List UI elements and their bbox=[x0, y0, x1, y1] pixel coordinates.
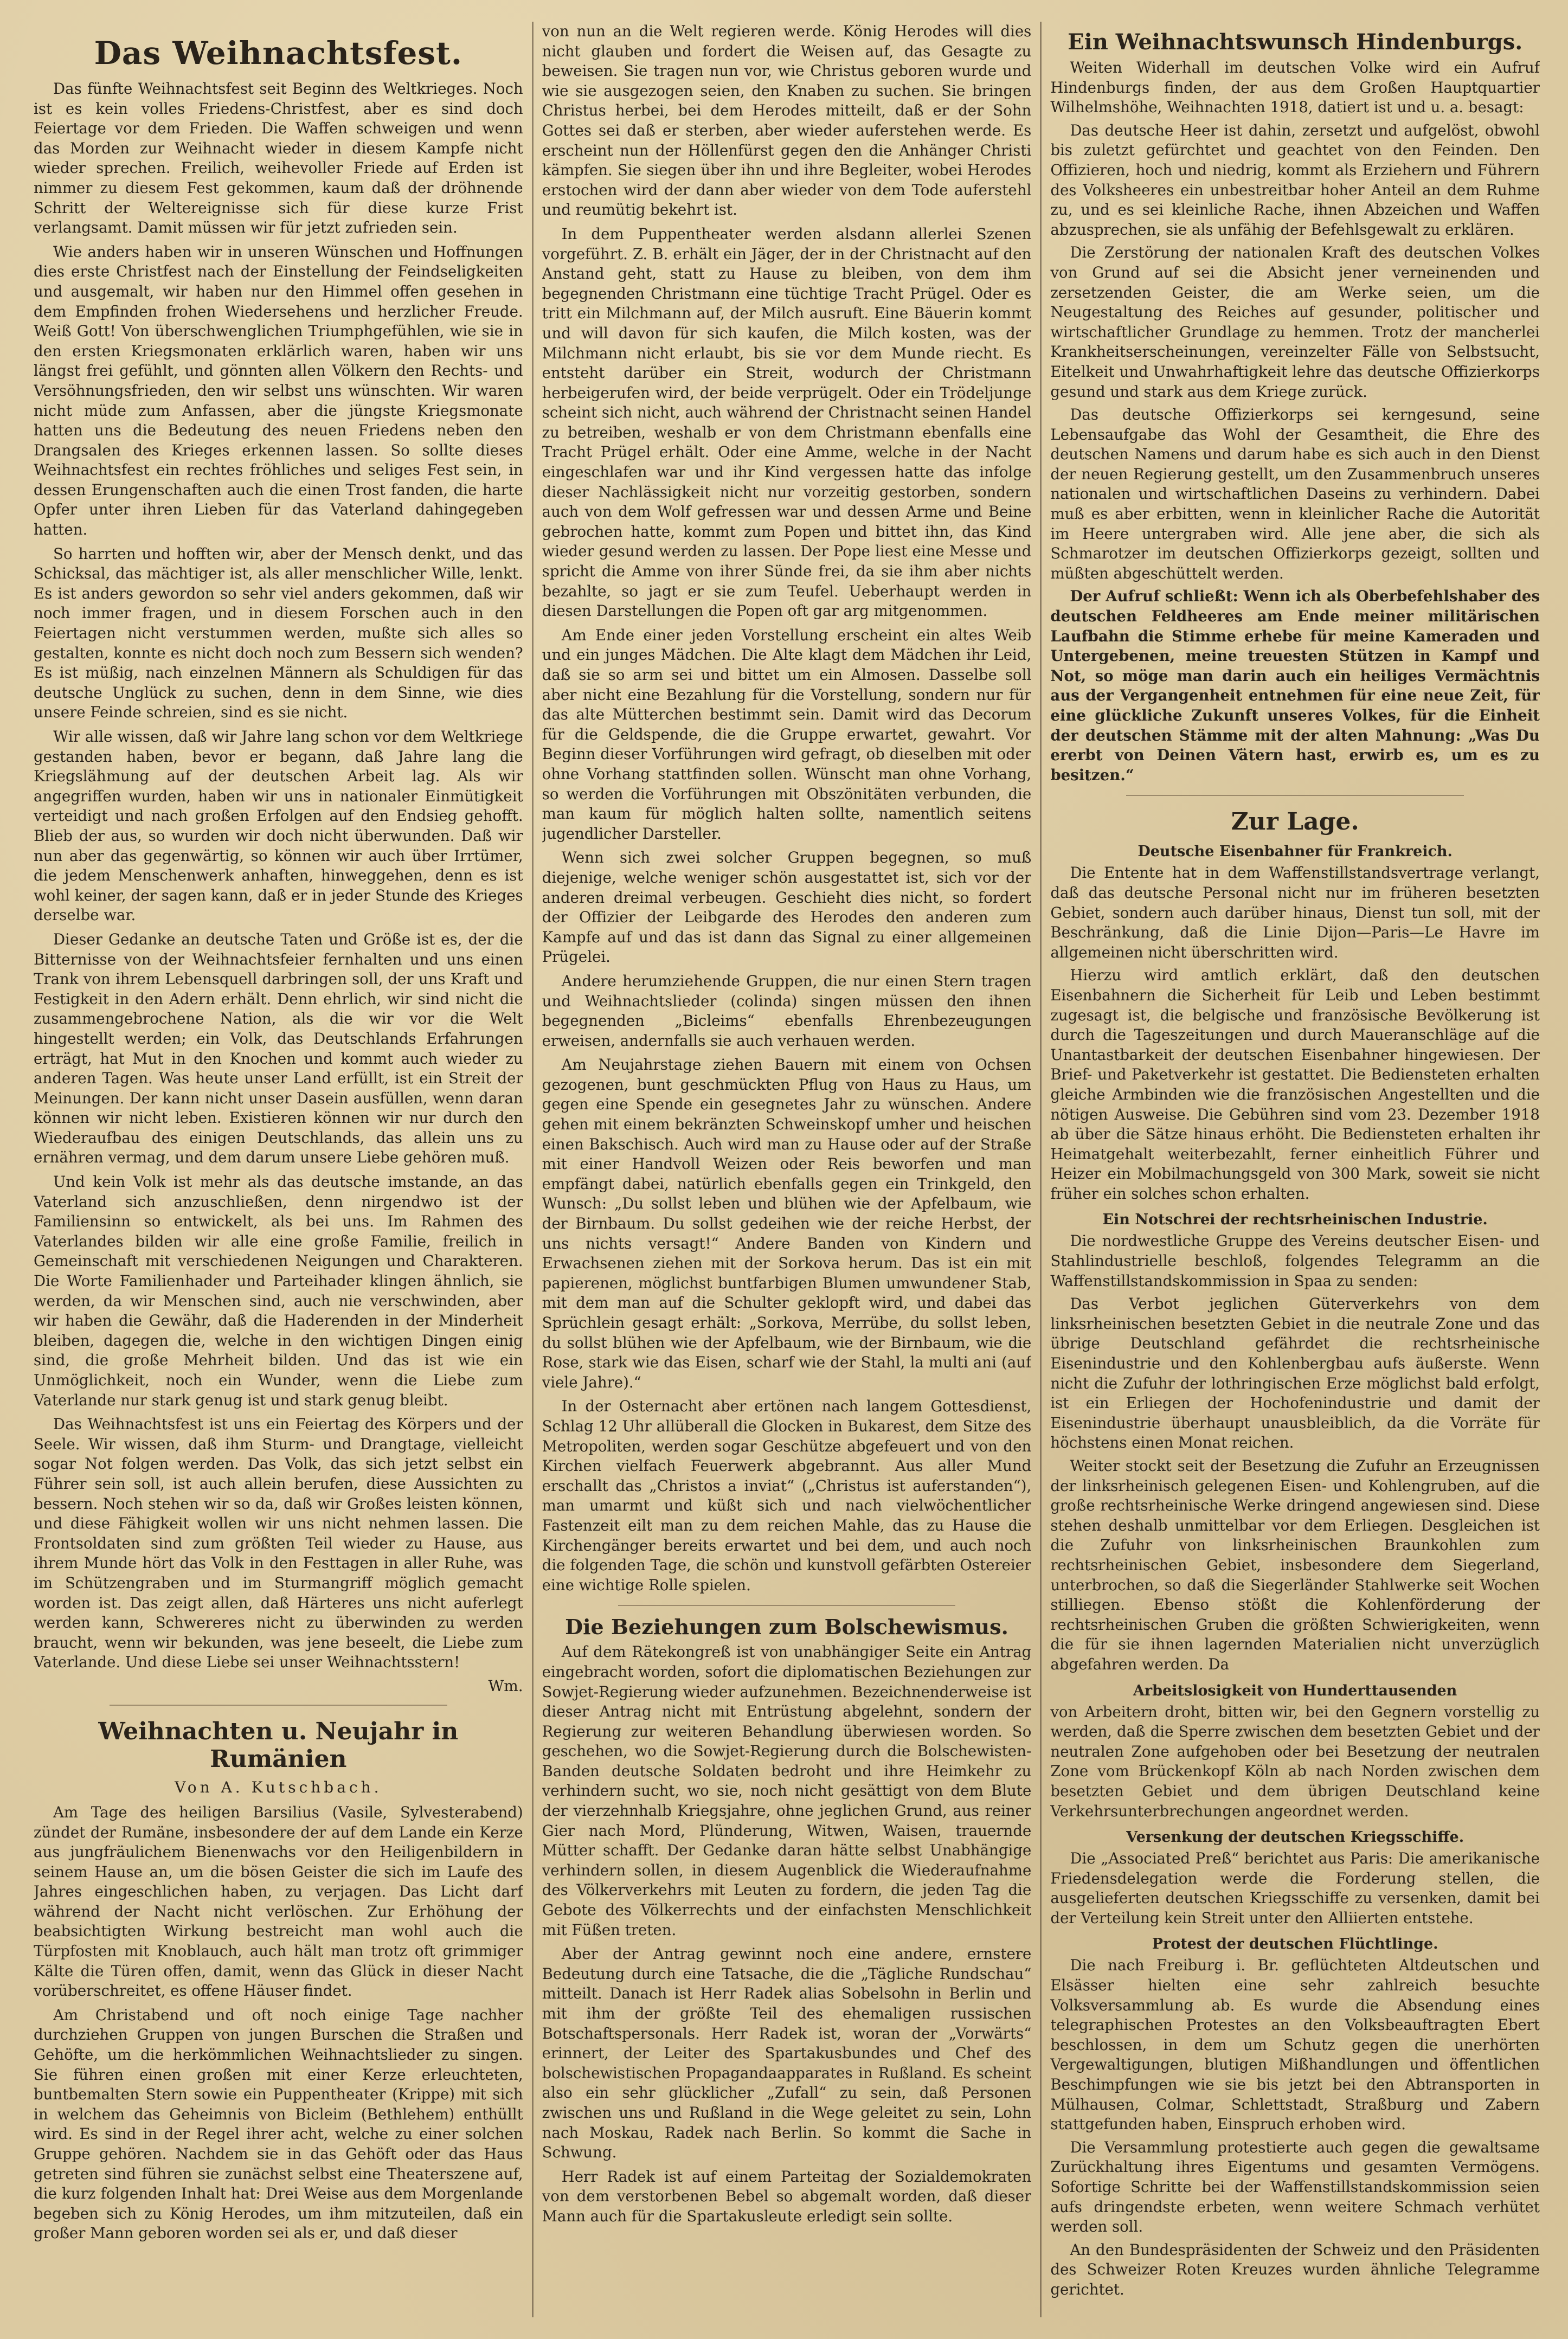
paragraph: Das Verbot jeglichen Güterverkehrs von dem linksrheinischen besetzten Gebiet in die neutrale Zone und das übrige Deutschland gefährdet die rechtsrheinische Eisenindustrie und den Kohlenbergbau aufs äußerste. Wenn nicht die Zufuhr der lothringischen Erze möglichst bald erfolgt, ist ein Erliegen der Hochofenindustrie und damit der Eisenindustrie überhaupt unausbleiblich, da die Vorräte für höchstens einen Monat reichen. bbox=[1050, 1295, 1540, 1452]
subheading: Versenkung der deutschen Kriegsschiffe. bbox=[1126, 1829, 1464, 1846]
paragraph: Am Tage des heiligen Barsilius (Vasile, Sylvesterabend) zündet der Rumäne, insbesondere der auf dem Lande ein Kerze aus jungfräulichem Bienenwachs vor den Heiligenbildern in seinem Hause an, um die bösen Geister die sich im Laufe des Jahres eingeschlichen haben, zu verjagen. Das Licht darf während der Nacht nicht verlöschen. Zur Erhöhung der beabsichtigten Wirkung bestreicht man wohl auch die Türpfosten mit Knoblauch, auch hält man trotz oft grimmiger Kälte die Türen offen, damit, wenn das Glück in dieser Nacht vorüberschreitet, es offene Häuser findet. bbox=[34, 1803, 523, 2000]
headline-rumaenien: Weihnachten u. Neujahr in Rumänien bbox=[98, 1717, 459, 1773]
headline-bolschewismus: Die Beziehungen zum Bolschewismus. bbox=[565, 1615, 1008, 1640]
column-1 bbox=[34, 22, 523, 2317]
article-bolschewismus bbox=[542, 1615, 1032, 2226]
headline-weihnachtsfest: Das Weihnachtsfest. bbox=[94, 35, 463, 72]
paragraph: Das deutsche Heer ist dahin, zersetzt und aufgelöst, obwohl bis zuletzt gefürchtet und geachtet von den Feinden. Den Offizieren, hoch und niedrig, kommt als Erziehern und Führern des Volksheeres ein unbestreitbar hoher Anteil an dem Ruhme zu, und es sei kleinliche Rache, ihnen Abzeichen und Waffen abzusprechen, sie als unfähig der Befehlsgewalt zu erklären. bbox=[1050, 121, 1540, 239]
paragraph: Und kein Volk ist mehr als das deutsche imstande, an das Vaterland sich anzuschließen, denn nirgendwo ist der Familiensinn so entwickelt, als bei uns. Im Rahmen des Vaterlandes bilden wir alle eine große Familie, freilich in Gemeinschaft mit verschiedenen Neigungen und Charakteren. Die Worte Familienhader und Parteihader klingen ähnlich, sie werden, da wir Menschen sind, auch nie verschwinden, aber wir haben die Gewähr, daß die Haderenden in der Minderheit bleiben, dagegen die, welche in den wichtigen Dingen einig sind, die große Mehrheit bilden. Und das ist wie ein Unmöglichkeit, noch ein Wunder, wenn die Liebe zum Vaterlande nur stark genug ist und stark genug bleibt. bbox=[34, 1173, 523, 1409]
subheading: Ein Notschrei der rechtsrheinischen Industrie. bbox=[1102, 1211, 1488, 1229]
columns bbox=[34, 22, 1540, 2317]
paragraph: So harrten und hofften wir, aber der Mensch denkt, und das Schicksal, das mächtiger ist, als aller menschlicher Wille, lenkt. Es ist anders gewordon so sehr viel anders gekommen, daß wir noch immer fragen, und in diesem Forschen auch in den Feiertagen nicht verstummen werden, mußte sich alles so gestalten, konnte es nicht doch noch zum Bessern sich wenden? Es ist müßig, nach einzelnen Männern als Schuldigen für das deutsche Unglück zu suchen, denn in dem Sinne, wie dies unsere Feinde schreien, sind es sie nicht. bbox=[34, 544, 523, 722]
paragraph: Weiter stockt seit der Besetzung die Zufuhr an Erzeugnissen der linksrheinisch gelegenen Eisen- und Kohlengruben, auf die große rechtsrheinische Werke dringend angewiesen sind. Diese stehen deshalb unmittelbar vor dem Erliegen. Desgleichen ist die Zufuhr von linksrheinischen Braunkohlen zum rechtsrheinischen Gebiet, insbesondere dem Siegerland, unterbrochen, so daß die Siegerländer Stahlwerke seit Wochen stilliegen. Ebenso stößt die Kohlenförderung der rechtsrheinischen Gruben die größten Schwierigkeiten, wenn die für sie ihnen lagernden Materialien nicht unverzüglich abgefahren werden. Da bbox=[1050, 1457, 1540, 1673]
article-rumaenien-continued bbox=[542, 22, 1032, 1595]
paragraph: Die Zerstörung der nationalen Kraft des deutschen Volkes von Grund auf sei die Absicht jener verneinenden und zersetzenden Geister, die am Werke seien, um die Neugestaltung des Reiches auf gesunder, politischer und wirtschaftlicher Grundlage zu hemmen. Trotz der mancherlei Krankheitserscheinungen, vereinzelter Fälle von Selbstsucht, Eitelkeit und Unwahrhaftigkeit lehre das deutsche Offizierkorps gesund und stark aus dem Kriege zurück. bbox=[1050, 243, 1540, 401]
paragraph: Die nordwestliche Gruppe des Vereins deutscher Eisen- und Stahlindustrielle beschloß, folgendes Telegramm an die Waffenstillstandskommission in Spaa zu senden: bbox=[1050, 1232, 1540, 1290]
signature: Wm. bbox=[488, 1676, 523, 1695]
paragraph: In dem Puppentheater werden alsdann allerlei Szenen vorgeführt. Z. B. erhält ein Jäger, der in der Christnacht auf den Anstand geht, statt zu Hause zu bleiben, von dem ihm begegnenden Christmann eine tüchtige Tracht Prügel. Oder es tritt ein Milchmann auf, der Milch ausruft. Eine Bäuerin kommt und will davon für sich kaufen, die Milch kosten, was der Milchmann nicht erlaubt, bis sie vor dem Munde riecht. Es entsteht darüber ein Streit, wodurch der Christmann herbeigerufen wird, der beide verprügelt. Oder ein Trödeljunge scheint sich nicht, auch während der Christnacht seinen Handel zu betreiben, weshalb er von dem Christmann ebenfalls eine Tracht Prügel erhält. Oder eine Amme, welche in der Nacht eingeschlafen war und ihr Kind vergessen hatte das infolge dieser Nachlässigkeit nicht nur vorzeitig gestorben, sondern auch von dem Wolf gefressen war und dessen Arme und Beine gebrochen hatte, kommt zum Popen und bittet ihn, das Kind wieder gesund werden zu lassen. Der Pope liest eine Messe und spricht die Amme von ihrer Sünde frei, da sie ihm aber nichts bezahlte, so jagt er sie zum Teufel. Ueberhaupt werden in diesen Darstellungen die Popen oft gar arg mitgenommen. bbox=[542, 224, 1032, 620]
headline-zur-lage: Zur Lage. bbox=[1231, 808, 1359, 836]
paragraph: Die Versammlung protestierte auch gegen die gewaltsame Zurückhaltung ihres Eigentums und gesamten Vermögens. Sofortige Schritte bei der Waffenstillstandskommission seien aufs dringendste erbeten, wenn weitere Schmach verhütet werden soll. bbox=[1050, 2138, 1540, 2236]
paragraph: Aber der Antrag gewinnt noch eine andere, ernstere Bedeutung durch eine Tatsache, die die „Tägliche Rundschau“ mitteilt. Danach ist Herr Radek alias Sobelsohn in Berlin und mit ihm der größte Teil des ehemaligen russischen Botschaftspersonals. Herr Radek ist, woran der „Vorwärts“ erinnert, der Leiter des Spartakusbundes und Chef des bolschewistischen Propagandaapparates in Rußland. Es scheint also ein sehr glücklicher „Zufall“ zu sein, daß Personen zwischen uns und Rußland in die Wege geleitet zu sein, Lohn nach Moskau, Radek nach Berlin. So kommt die Sache in Schwung. bbox=[542, 1945, 1032, 2162]
subheading: Deutsche Eisenbahner für Frankreich. bbox=[1138, 843, 1453, 860]
paragraph: Wie anders haben wir in unseren Wünschen und Hoffnungen dies erste Christfest nach der Einstellung der Feindseligkeiten und ausgemalt, wir haben nur den Himmel offen gesehen in dem Empfinden frohen Wiedersehens und herzlicher Freude. Weiß Gott! Von überschwenglichen Triumphgefühlen, wie sie in den ersten Kriegsmonaten erklärlich waren, haben wir uns längst frei gefühlt, und gönnten allen Völkern den Rechts- und Versöhnungsfrieden, den wir selbst uns wünschten. Wir waren nicht müde zum Anfassen, aber die jüngste Kriegsmonate hatten uns die Bedeutung des neuen Friedens neben den Drangsalen des Krieges erkennen lassen. So sollte dieses Weihnachtsfest ein rechtes fröhliches und seliges Fest sein, in dessen Erungenschaften auch die einen Trost fanden, die harte Opfer unter ihren Lieben für das Vaterland dahingegeben hatten. bbox=[34, 242, 523, 539]
headline-hindenburg: Ein Weihnachtswunsch Hindenburgs. bbox=[1068, 29, 1523, 55]
paragraph: Am Ende einer jeden Vorstellung erscheint ein altes Weib und ein junges Mädchen. Die Alte klagt dem Mädchen ihr Leid, daß sie so arm sei und bittet um ein Almosen. Dasselbe soll aber nicht eine Bezahlung für die Vorstellung, sondern nur für das alte Mütterchen bestimmt sein. Damit wird das Decorum für die Geldspende, die die Gruppe erwartet, gewahrt. Vor Beginn dieser Vorführungen wird gefragt, ob dieselben mit oder ohne Vorhang stattfinden sollen. Wünscht man ohne Vorhang, so werden die Vorführungen mit Obszönitäten verbunden, die man kaum für möglich halten sollte, namentlich seitens jugendlicher Darsteller. bbox=[542, 626, 1032, 843]
paragraph: Am Neujahrstage ziehen Bauern mit einem von Ochsen gezogenen, bunt geschmückten Pflug von Haus zu Haus, um gegen eine Spende ein gesegnetes Jahr zu wünschen. Andere gehen mit einem bekränzten Schweinskopf umher und heischen einen Bakschisch. Auch wird man zu Hause oder auf der Straße mit einer Handvoll Weizen oder Reis beworfen und man empfängt dabei, natürlich ebenfalls gegen ein Trinkgeld, den Wunsch: „Du sollst leben und blühen wie der Apfelbaum, wie der Birnbaum. Du sollst gedeihen wie der reiche Herbst, der uns nichts versagt!“ Andere Banden von Kindern und Erwachsenen ziehen mit der Sorkova herum. Das ist ein mit papierenen, möglichst buntfarbigen Blumen umwundener Stab, mit dem man auf die Schulter geklopft wird, und dabei das Sprüchlein gesagt erhält: „Sorkova, Merrübe, du sollst leben, du sollst blühen wie der Apfelbaum, wie der Birnbaum, wie die Rose, stark wie das Eisen, scharf wie der Stahl, la multi ani (auf viele Jahre).“ bbox=[542, 1056, 1032, 1391]
column-rule bbox=[1040, 22, 1042, 2317]
paragraph: An den Bundespräsidenten der Schweiz und den Präsidenten des Schweizer Roten Kreuzes wurden ähnliche Telegramme gerichtet. bbox=[1050, 2240, 1540, 2298]
paragraph: Herr Radek ist auf einem Parteitag der Sozialdemokraten von dem verstorbenen Bebel so abgemalt worden, daß dieser Mann auch für die Spartakusleute erledigt sein sollte. bbox=[542, 2167, 1032, 2225]
paragraph: Das Weihnachtsfest ist uns ein Feiertag des Körpers und der Seele. Wir wissen, daß ihm Sturm- und Drangtage, vielleicht sogar Not folgen werden. Das Volk, das sich jetzt selbst ein Führer sein soll, ist auch allein berufen, diese Aussichten zu bessern. Noch stehen wir so da, daß wir Großes leisten können, und diese Fähigkeit wollen wir uns nicht nehmen lassen. Die Frontsoldaten sind zum größten Teil wieder zu Hause, aus ihrem Munde hört das Volk in den Festtagen in aller Ruhe, was im Schützengraben und im Sturmangriff möglich gemacht worden ist. Das zeigt allen, daß Härteres uns nicht auferlegt werden kann, Schwereres nicht zu überwinden zu werden braucht, wenn wir bekunden, was jene beseelt, die Liebe zum Vaterlande. Und diese Liebe sei unser Weihnachtsstern! bbox=[34, 1415, 523, 1672]
column-2 bbox=[542, 22, 1032, 2317]
paragraph: Die Entente hat in dem Waffenstillstandsvertrage verlangt, daß das deutsche Personal nicht nur im früheren besetzten Gebiet, sondern auch darüber hinaus, Dienst tun soll, mit der Beschränkung, daß die Linie Dijon—Paris—Le Havre im allgemeinen nicht überschritten wird. bbox=[1050, 864, 1540, 961]
divider bbox=[1126, 795, 1464, 796]
paragraph: Wir alle wissen, daß wir Jahre lang schon vor dem Weltkriege gestanden haben, bevor er begann, daß Jahre lang die Kriegslähmung auf der deutschen Arbeit lag. Als wir angegriffen wurden, haben wir uns in nationaler Einmütigkeit verteidigt und nach großen Erfolgen auf den Endsieg gehofft. Blieb der aus, so wurden wir doch nicht überwunden. Daß wir nun aber das gegenwärtig, so können wir auch über Irrtümer, die jedem Menschenwerk anhaften, hinweggehen, denn es ist wohl keiner, der sagen kann, daß er in jeder Stunde des Krieges derselbe war. bbox=[34, 728, 523, 924]
divider bbox=[110, 1705, 447, 1706]
paragraph: Auf dem Rätekongreß ist von unabhängiger Seite ein Antrag eingebracht worden, sofort die diplomatischen Beziehungen zur Sowjet-Regierung wieder aufzunehmen. Bezeichnenderweise ist dieser Antrag nicht mit Entrüstung abgelehnt, sondern der Regierung zur weiteren Behandlung überwiesen worden. So geschehen, wo die Sowjet-Regierung durch die Bolschewisten-Banden deutsche Soldaten bedroht und ihre Heimkehr zu verhindern sucht, wo sie, noch nicht gesättigt von dem Blute der vierzehnhalb Kriegsjahre, ohne jeglichen Grund, aus reiner Gier nach Mord, Plünderung, Witwen, Waisen, trauernde Mütter schafft. Der Gedanke daran hätte selbst Unabhängige verhindern sollen, in diesem Augenblick die Wiederaufnahme des Völkerverkehrs mit Leuten zu fordern, die jeden Tag die Gebote des Völkerrechts und der einfachsten Menschlichkeit mit Füßen treten. bbox=[542, 1643, 1032, 1939]
paragraph: Der Aufruf schließt: Wenn ich als Oberbefehlshaber des deutschen Feldheeres am Ende meiner militärischen Laufbahn die Stimme erhebe für meine Kameraden und Untergebenen, meine treuesten Stützen in Kampf und Not, so möge man darin auch ein heiliges Vermächtnis aus der Vergangenheit entnehmen für eine neue Zeit, für eine glückliche Zukunft unseres Volkes, für die Einheit der deutschen Stämme mit der alten Mahnung: „Was Du ererbt von Deinen Vätern hast, erwirb es, um es zu besitzen.“ bbox=[1050, 587, 1540, 784]
paragraph: von nun an die Welt regieren werde. König Herodes will dies nicht glauben und fordert die Weisen auf, das Gesagte zu beweisen. Sie tragen nun vor, wie Christus geboren wurde und wie sie ausgezogen seien, den Knaben zu suchen. Sie bringen Christus herbei, bei dem Herodes mitteilt, daß er der Sohn Gottes sei daß er sterben, aber wieder auferstehen werde. Es erscheint nun der Höllenfürst gegen den die Anhänger Christi kämpfen. Sie siegen über ihn und ihre Begleiter, wobei Herodes erstochen wird der dann aber wieder von dem Tode auferstehl und reumütig bekehrt ist. bbox=[542, 22, 1032, 219]
column-rule bbox=[532, 22, 534, 2317]
paragraph: von Arbeitern droht, bitten wir, bei den Gegnern vorstellig zu werden, daß die Sperre zwischen dem besetzten Gebiet und der neutralen Zone aufgehoben oder bei Besetzung der neutralen Zone vom Brückenkopf Köln ab nach Norden zwischen dem besetzten Gebiet und dem übrigen Deutschland keine Verkehrsunterbrechungen angeordnet werden. bbox=[1050, 1702, 1540, 1820]
paragraph: Wenn sich zwei solcher Gruppen begegnen, so muß diejenige, welche weniger schön ausgestattet ist, sich vor der anderen dreimal verbeugen. Geschieht dies nicht, so fordert der Offizier der Leibgarde des Herodes den anderen zum Kampfe auf und das ist dann das Signal zu einer allgemeinen Prügelei. bbox=[542, 849, 1032, 966]
paragraph: In der Osternacht aber ertönen nach langem Gottesdienst, Schlag 12 Uhr allüberall die Glocken in Bukarest, dem Sitze des Metropoliten, werden sogar Geschütze abgefeuert und von den Kirchen vielfach Feuerwerk abgebrannt. Aus aller Mund erschallt das „Christos a inviat“ („Christus ist auferstanden“), man umarmt und küßt sich und nach vielwöchentlicher Fastenzeit eilt man zu dem reichen Mahle, das zu Hause die Kirchengänger bereits erwartet und bei dem, und auch noch die folgenden Tage, die schön und kunstvoll gefärbten Ostereier eine wichtige Rolle spielen. bbox=[542, 1397, 1032, 1594]
paragraph: Andere herumziehende Gruppen, die nur einen Stern tragen und Weihnachtslieder (colinda) singen müssen den ihnen begegnenden „Bicleims“ ebenfalls Ehrenbezeugungen erweisen, andernfalls sie auch verhauen werden. bbox=[542, 972, 1032, 1050]
article-rumaenien bbox=[34, 1718, 523, 2244]
paragraph: Das fünfte Weihnachtsfest seit Beginn des Weltkrieges. Noch ist es kein volles Friedens-Christfest, aber es sind doch Feiertage vor dem Frieden. Die Waffen schweigen und wenn das Morden zur Weihnacht wieder in diesem Kampfe nicht wieder sprechen. Freilich, weihevoller Friede auf Erden ist nimmer zu diesem Fest gekommen, kaum daß der dröhnende Schritt der Weltereignisse sich für diese kurze Frist verlangsamt. Damit müssen wir für jetzt zufrieden sein. bbox=[34, 80, 523, 237]
article-weihnachtsfest bbox=[34, 35, 523, 1695]
paragraph: Am Christabend und oft noch einige Tage nachher durchziehen Gruppen von jungen Burschen die Straßen und Gehöfte, um die herkömmlichen Weihnachtslieder zu singen. Sie führen einen großen mit einer Kerze erleuchteten, buntbemalten Stern sowie ein Puppentheater (Krippe) mit sich in welchem das Geheimnis von Bicleim (Bethlehem) enthüllt wird. Es sind in der Regel ihrer acht, welche zu einer solchen Gruppe gehören. Nachdem sie in das Gehöft oder das Haus getreten sind führen sie zunächst selbst eine Theaterszene auf, die kurz folgenden Inhalt hat: Drei Weise aus dem Morgenlande begeben sich zu König Herodes, um ihm mitzuteilen, daß ein großer Mann geboren worden sei als er, und daß dieser bbox=[34, 2006, 523, 2242]
paragraph: Weiten Widerhall im deutschen Volke wird ein Aufruf Hindenburgs finden, der aus dem Großen Hauptquartier Wilhelmshöhe, Weihnachten 1918, datiert ist und u. a. besagt: bbox=[1050, 59, 1540, 117]
column-3 bbox=[1050, 22, 1540, 2317]
paragraph: Das deutsche Offizierkorps sei kerngesund, seine Lebensaufgabe das Wohl der Gesamtheit, die Ehre des deutschen Namens und darum habe es sich auch in den Dienst der neuen Regierung gestellt, um den Zusammenbruch unseres nationalen und wirtschaftlichen Daseins zu verhindern. Dabei muß es aber erbitten, wenn in kleinlicher Rache die Autorität im Heere untergraben wird. Alle jene aber, die sich als Schmarotzer im deutschen Offizierkorps gezeigt, sollten und müßten abgeschüttelt werden. bbox=[1050, 406, 1540, 582]
paragraph: Hierzu wird amtlich erklärt, daß den deutschen Eisenbahnern die Sicherheit für Leib und Leben bestimmt zugesagt ist, die belgische und französische Bevölkerung ist durch die Tageszeitungen und durch Maueranschläge auf die Unantastbarkeit der deutschen Eisenbahner hingewiesen. Der Brief- und Paketverkehr ist gestattet. Die Bediensteten erhalten gleiche Armbinden wie die französischen Angestellten und die nötigen Ausweise. Die Gebühren sind vom 23. Dezember 1918 ab über die Sätze hinaus erhöht. Die Bediensteten erhalten ihr Heimatgehalt weiterbezahlt, ferner einheitlich Führer und Heizer ein Mobilmachungsgeld von 300 Mark, soweit sie nicht früher ein solches schon erhalten. bbox=[1050, 966, 1540, 1203]
subheading: Arbeitslosigkeit von Hunderttausenden bbox=[1133, 1682, 1457, 1699]
paragraph: Dieser Gedanke an deutsche Taten und Größe ist es, der die Bitternisse von der Weihnachtsfeier fernhalten und uns einen Trank von ihrem Lebensquell darbringen soll, der uns Kraft und Festigkeit in den Adern erhält. Denn ehrlich, wir sind nicht die zusammengebrochene Nation, als die wir vor die Welt hingestellt werden; ein Volk, das Deutschlands Erfahrungen erträgt, hat Mut in den Knochen und kommt auch wieder zu anderen Tagen. Was heute unser Land erfüllt, ist ein Streit der Meinungen. Der kann nicht unser Dasein ausfüllen, wenn daran können wir nicht leben. Existieren können wir nur durch den Wiederaufbau des einigen Deutschlands, das allein uns zu ernähren vermag, und dem darum unsere Liebe gehören muß. bbox=[34, 930, 523, 1167]
subheading: Protest der deutschen Flüchtlinge. bbox=[1152, 1936, 1438, 1953]
paragraph: Die „Associated Preß“ berichtet aus Paris: Die amerikanische Friedensdelegation werde die Forderung stellen, die ausgelieferten deutschen Kriegsschiffe zu versenken, damit bei der Verteilung kein Streit unter den Alliierten entstehe. bbox=[1050, 1849, 1540, 1927]
article-hindenburg bbox=[1050, 29, 1540, 785]
byline: Von A. Kutschbach. bbox=[175, 1778, 382, 1796]
divider bbox=[618, 1605, 956, 1606]
article-zur-lage bbox=[1050, 808, 1540, 2299]
paragraph: Die nach Freiburg i. Br. geflüchteten Altdeutschen und Elsässer hielten eine sehr zahlreich besuchte Volksversammlung ab. Es wurde die Absendung eines telegraphischen Protestes an den Volksbeauftragten Ebert beschlossen, in dem um Schutz gegen die unerhörten Vergewaltigungen, blutigen Mißhandlungen und öffentlichen Beschimpfungen wie sie bis jetzt bei den Abtransporten in Mülhausen, Colmar, Schlettstadt, Straßburg und Zabern stattgefunden haben, Einspruch erhoben wird. bbox=[1050, 1956, 1540, 2134]
